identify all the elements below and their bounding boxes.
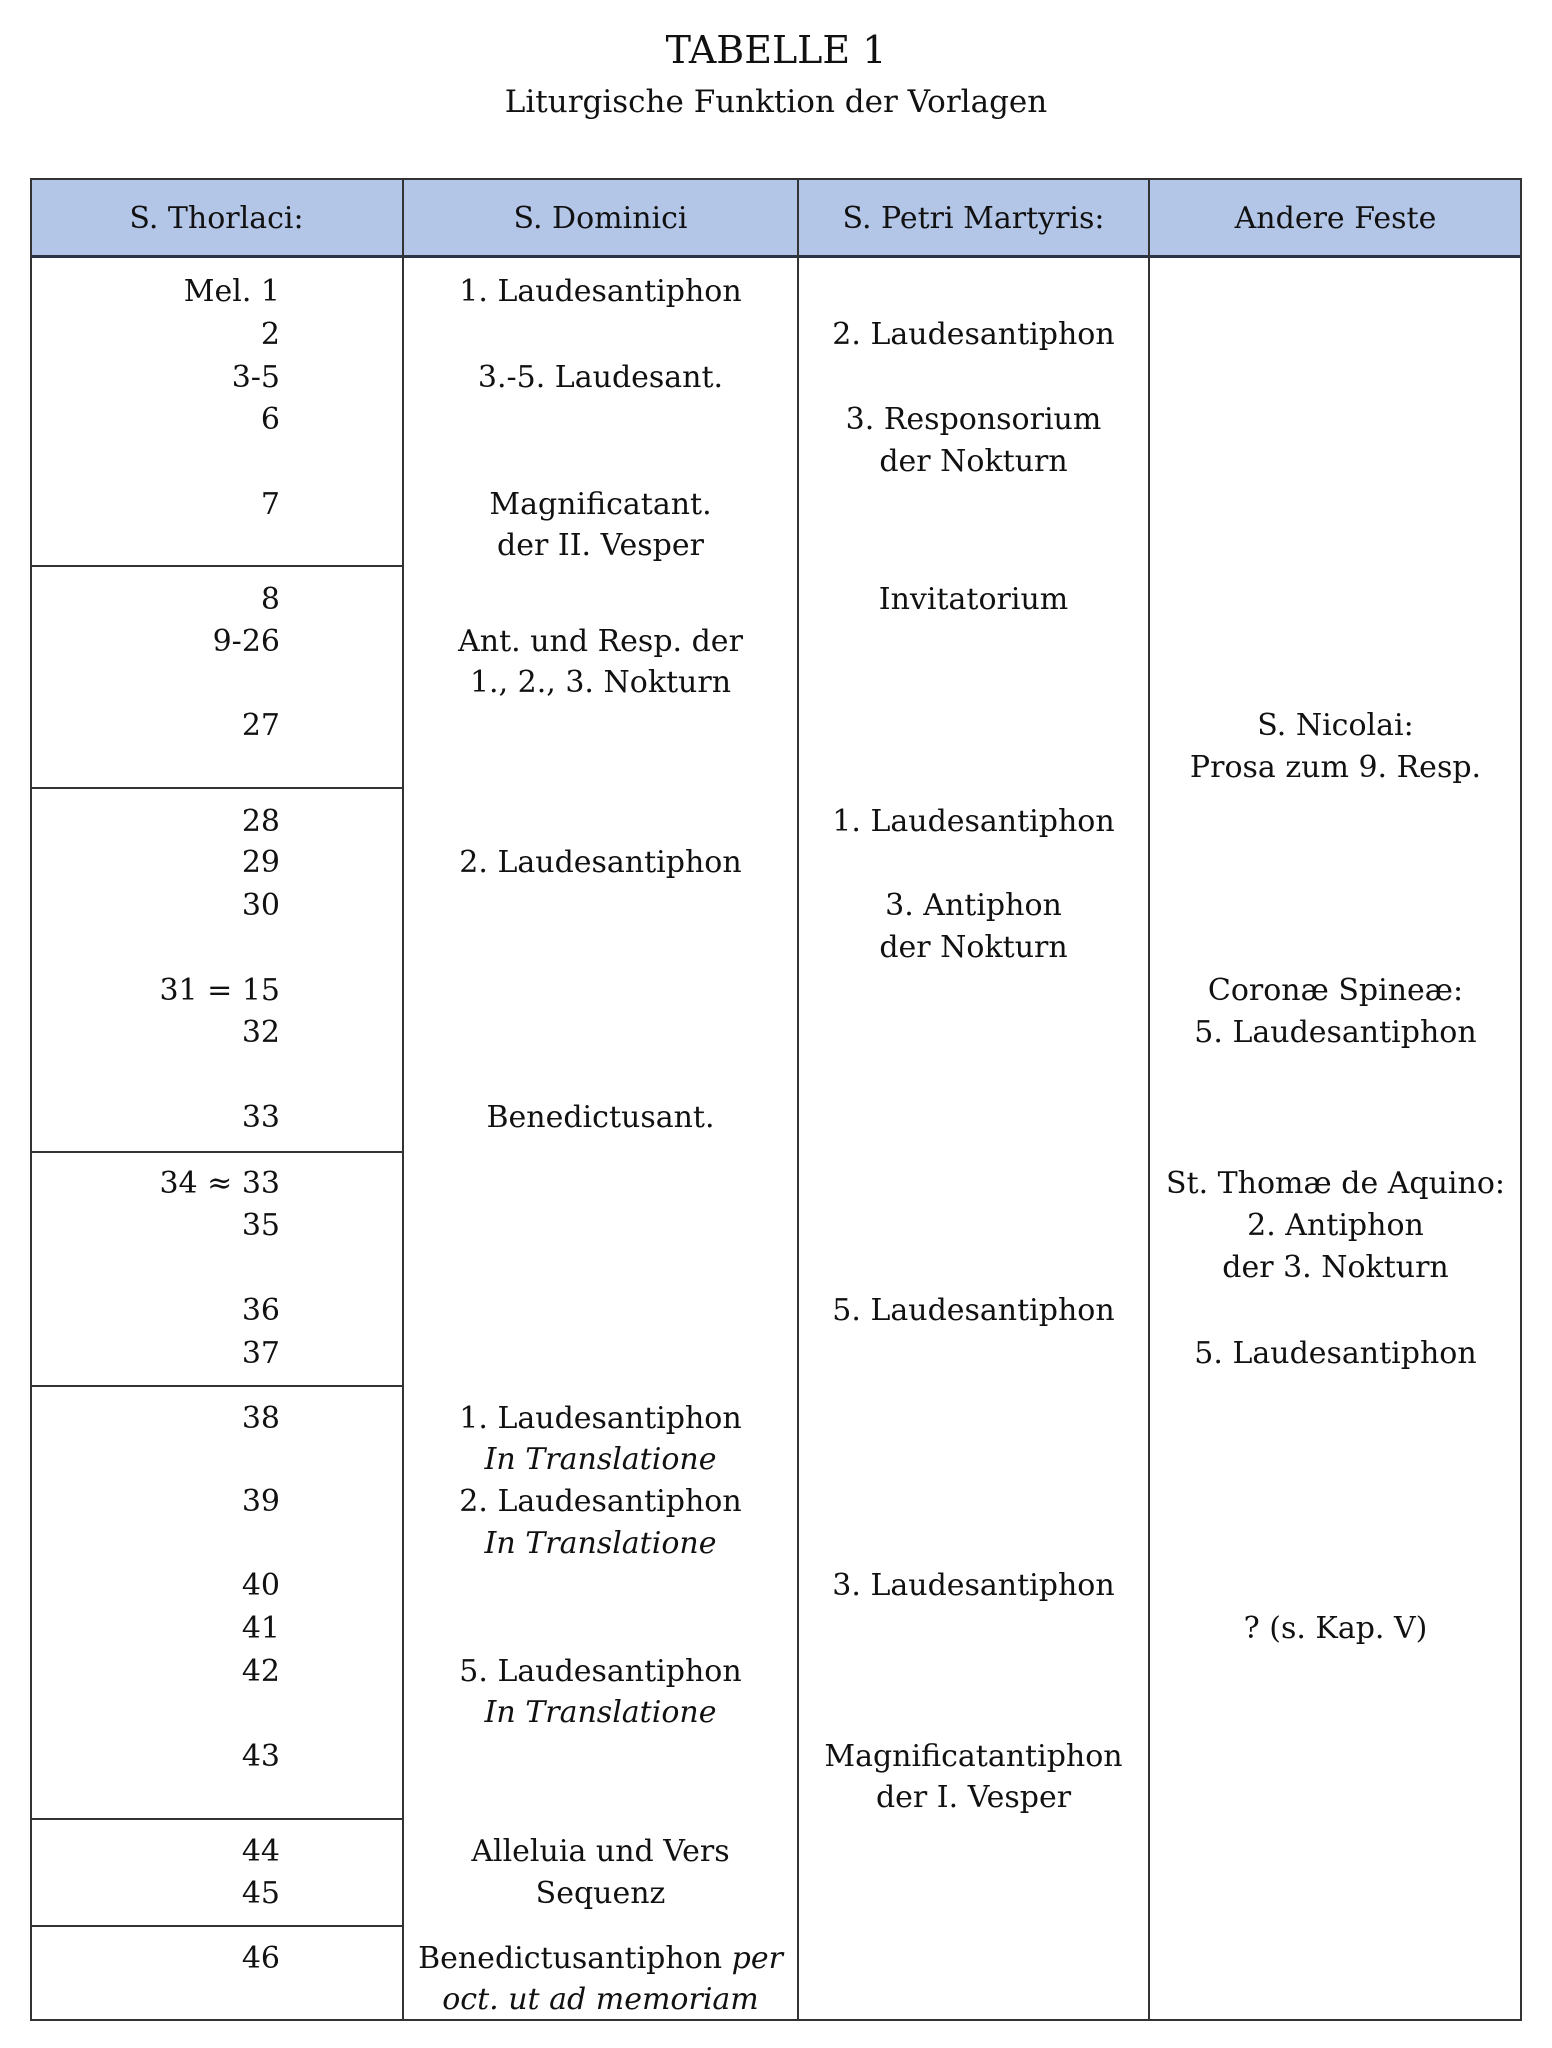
dominici-cell: 1., 2., 3. Nokturn [469, 665, 732, 700]
thorlaci-cell: 38 [241, 1401, 280, 1436]
andere-feste-cell: St. Thomæ de Aquino: [1165, 1166, 1506, 1201]
dominici-cell [403, 1938, 798, 1980]
thorlaci-cell: 35 [241, 1208, 280, 1243]
dominici-cell: Alleluia und Vers [471, 1834, 730, 1869]
dominici-cell: Ant. und Resp. der [458, 624, 743, 659]
andere-feste-cell: 5. Laudesantiphon [1194, 1015, 1477, 1050]
thorlaci-cell: 36 [241, 1293, 280, 1328]
andere-feste-cell: Coronæ Spineæ: [1207, 973, 1464, 1008]
row-divider [30, 1385, 403, 1387]
petri-cell: Invitatorium [878, 582, 1069, 617]
dominici-cell: Sequenz [535, 1876, 666, 1911]
dominici-cell: Benedictusant. [486, 1100, 715, 1135]
dominici-cell-italic: In Translatione [484, 1526, 717, 1561]
petri-cell: 3. Antiphon [885, 888, 1062, 923]
thorlaci-cell: 30 [241, 888, 280, 923]
petri-cell: der I. Vesper [875, 1780, 1072, 1815]
thorlaci-cell: 31 = 15 [159, 973, 280, 1008]
andere-feste-cell: ? (s. Kap. V) [1243, 1611, 1428, 1646]
petri-cell: Magnificatantiphon [824, 1739, 1123, 1774]
table-subtitle: Liturgische Funktion der Vorlagen [504, 84, 1048, 120]
thorlaci-cell: 34 ≈ 33 [159, 1166, 280, 1201]
dominici-cell-italic: oct. ut ad memoriam [442, 1982, 759, 2017]
thorlaci-cell: 37 [241, 1336, 280, 1371]
thorlaci-cell: 2 [260, 317, 280, 352]
row-divider [30, 1925, 403, 1927]
header-s-dominici: S. Dominici [513, 200, 688, 236]
thorlaci-cell: 32 [241, 1015, 280, 1050]
andere-feste-cell: der 3. Nokturn [1222, 1250, 1449, 1285]
dominici-cell-italic: In Translatione [484, 1695, 717, 1730]
andere-feste-cell: Prosa zum 9. Resp. [1189, 750, 1482, 785]
row-divider [30, 565, 403, 567]
petri-cell: 5. Laudesantiphon [832, 1293, 1115, 1328]
header-andere-feste: Andere Feste [1234, 200, 1437, 236]
petri-cell: 3. Laudesantiphon [832, 1568, 1115, 1603]
thorlaci-cell: 45 [241, 1876, 280, 1911]
dominici-text-italic: per [731, 1941, 783, 1976]
thorlaci-cell: 42 [241, 1654, 280, 1689]
row-divider [30, 787, 403, 789]
row-divider [30, 1151, 403, 1153]
dominici-text: Benedictusantiphon [418, 1941, 732, 1976]
thorlaci-cell: 7 [260, 487, 280, 522]
andere-feste-cell: S. Nicolai: [1257, 708, 1414, 743]
dominici-cell-italic: In Translatione [484, 1442, 717, 1477]
dominici-cell: der II. Vesper [497, 528, 704, 563]
petri-cell: der Nokturn [879, 930, 1068, 965]
petri-cell: 2. Laudesantiphon [832, 317, 1115, 352]
thorlaci-cell: 27 [241, 708, 280, 743]
row-divider [30, 1818, 403, 1820]
header-s-thorlaci: S. Thorlaci: [129, 200, 304, 236]
table-title: TABELLE 1 [665, 28, 887, 72]
thorlaci-cell: 41 [241, 1611, 280, 1646]
dominici-cell: 1. Laudesantiphon [459, 1401, 742, 1436]
dominici-cell: 3.-5. Laudesant. [477, 360, 724, 395]
thorlaci-cell: 43 [241, 1739, 280, 1774]
petri-cell: der Nokturn [879, 444, 1068, 479]
thorlaci-cell: 9-26 [212, 624, 280, 659]
header-s-petri-martyris: S. Petri Martyris: [842, 200, 1105, 236]
thorlaci-cell: 40 [241, 1568, 280, 1603]
dominici-cell: 2. Laudesantiphon [459, 1484, 742, 1519]
thorlaci-cell: 46 [241, 1941, 280, 1976]
thorlaci-cell: 29 [241, 845, 280, 880]
andere-feste-cell: 5. Laudesantiphon [1194, 1336, 1477, 1371]
dominici-cell: 2. Laudesantiphon [459, 845, 742, 880]
thorlaci-cell: 3-5 [231, 360, 280, 395]
dominici-cell: 5. Laudesantiphon [459, 1654, 742, 1689]
petri-cell: 1. Laudesantiphon [832, 804, 1115, 839]
thorlaci-cell: Mel. 1 [183, 274, 280, 309]
dominici-cell: 1. Laudesantiphon [459, 274, 742, 309]
thorlaci-cell: 39 [241, 1484, 280, 1519]
thorlaci-cell: 6 [260, 402, 280, 437]
thorlaci-cell: 33 [241, 1100, 280, 1135]
thorlaci-cell: 44 [241, 1834, 280, 1869]
dominici-cell: Magnificatant. [489, 487, 712, 522]
thorlaci-cell: 28 [241, 804, 280, 839]
andere-feste-cell: 2. Antiphon [1247, 1208, 1424, 1243]
petri-cell: 3. Responsorium [845, 402, 1102, 437]
thorlaci-cell: 8 [260, 582, 280, 617]
